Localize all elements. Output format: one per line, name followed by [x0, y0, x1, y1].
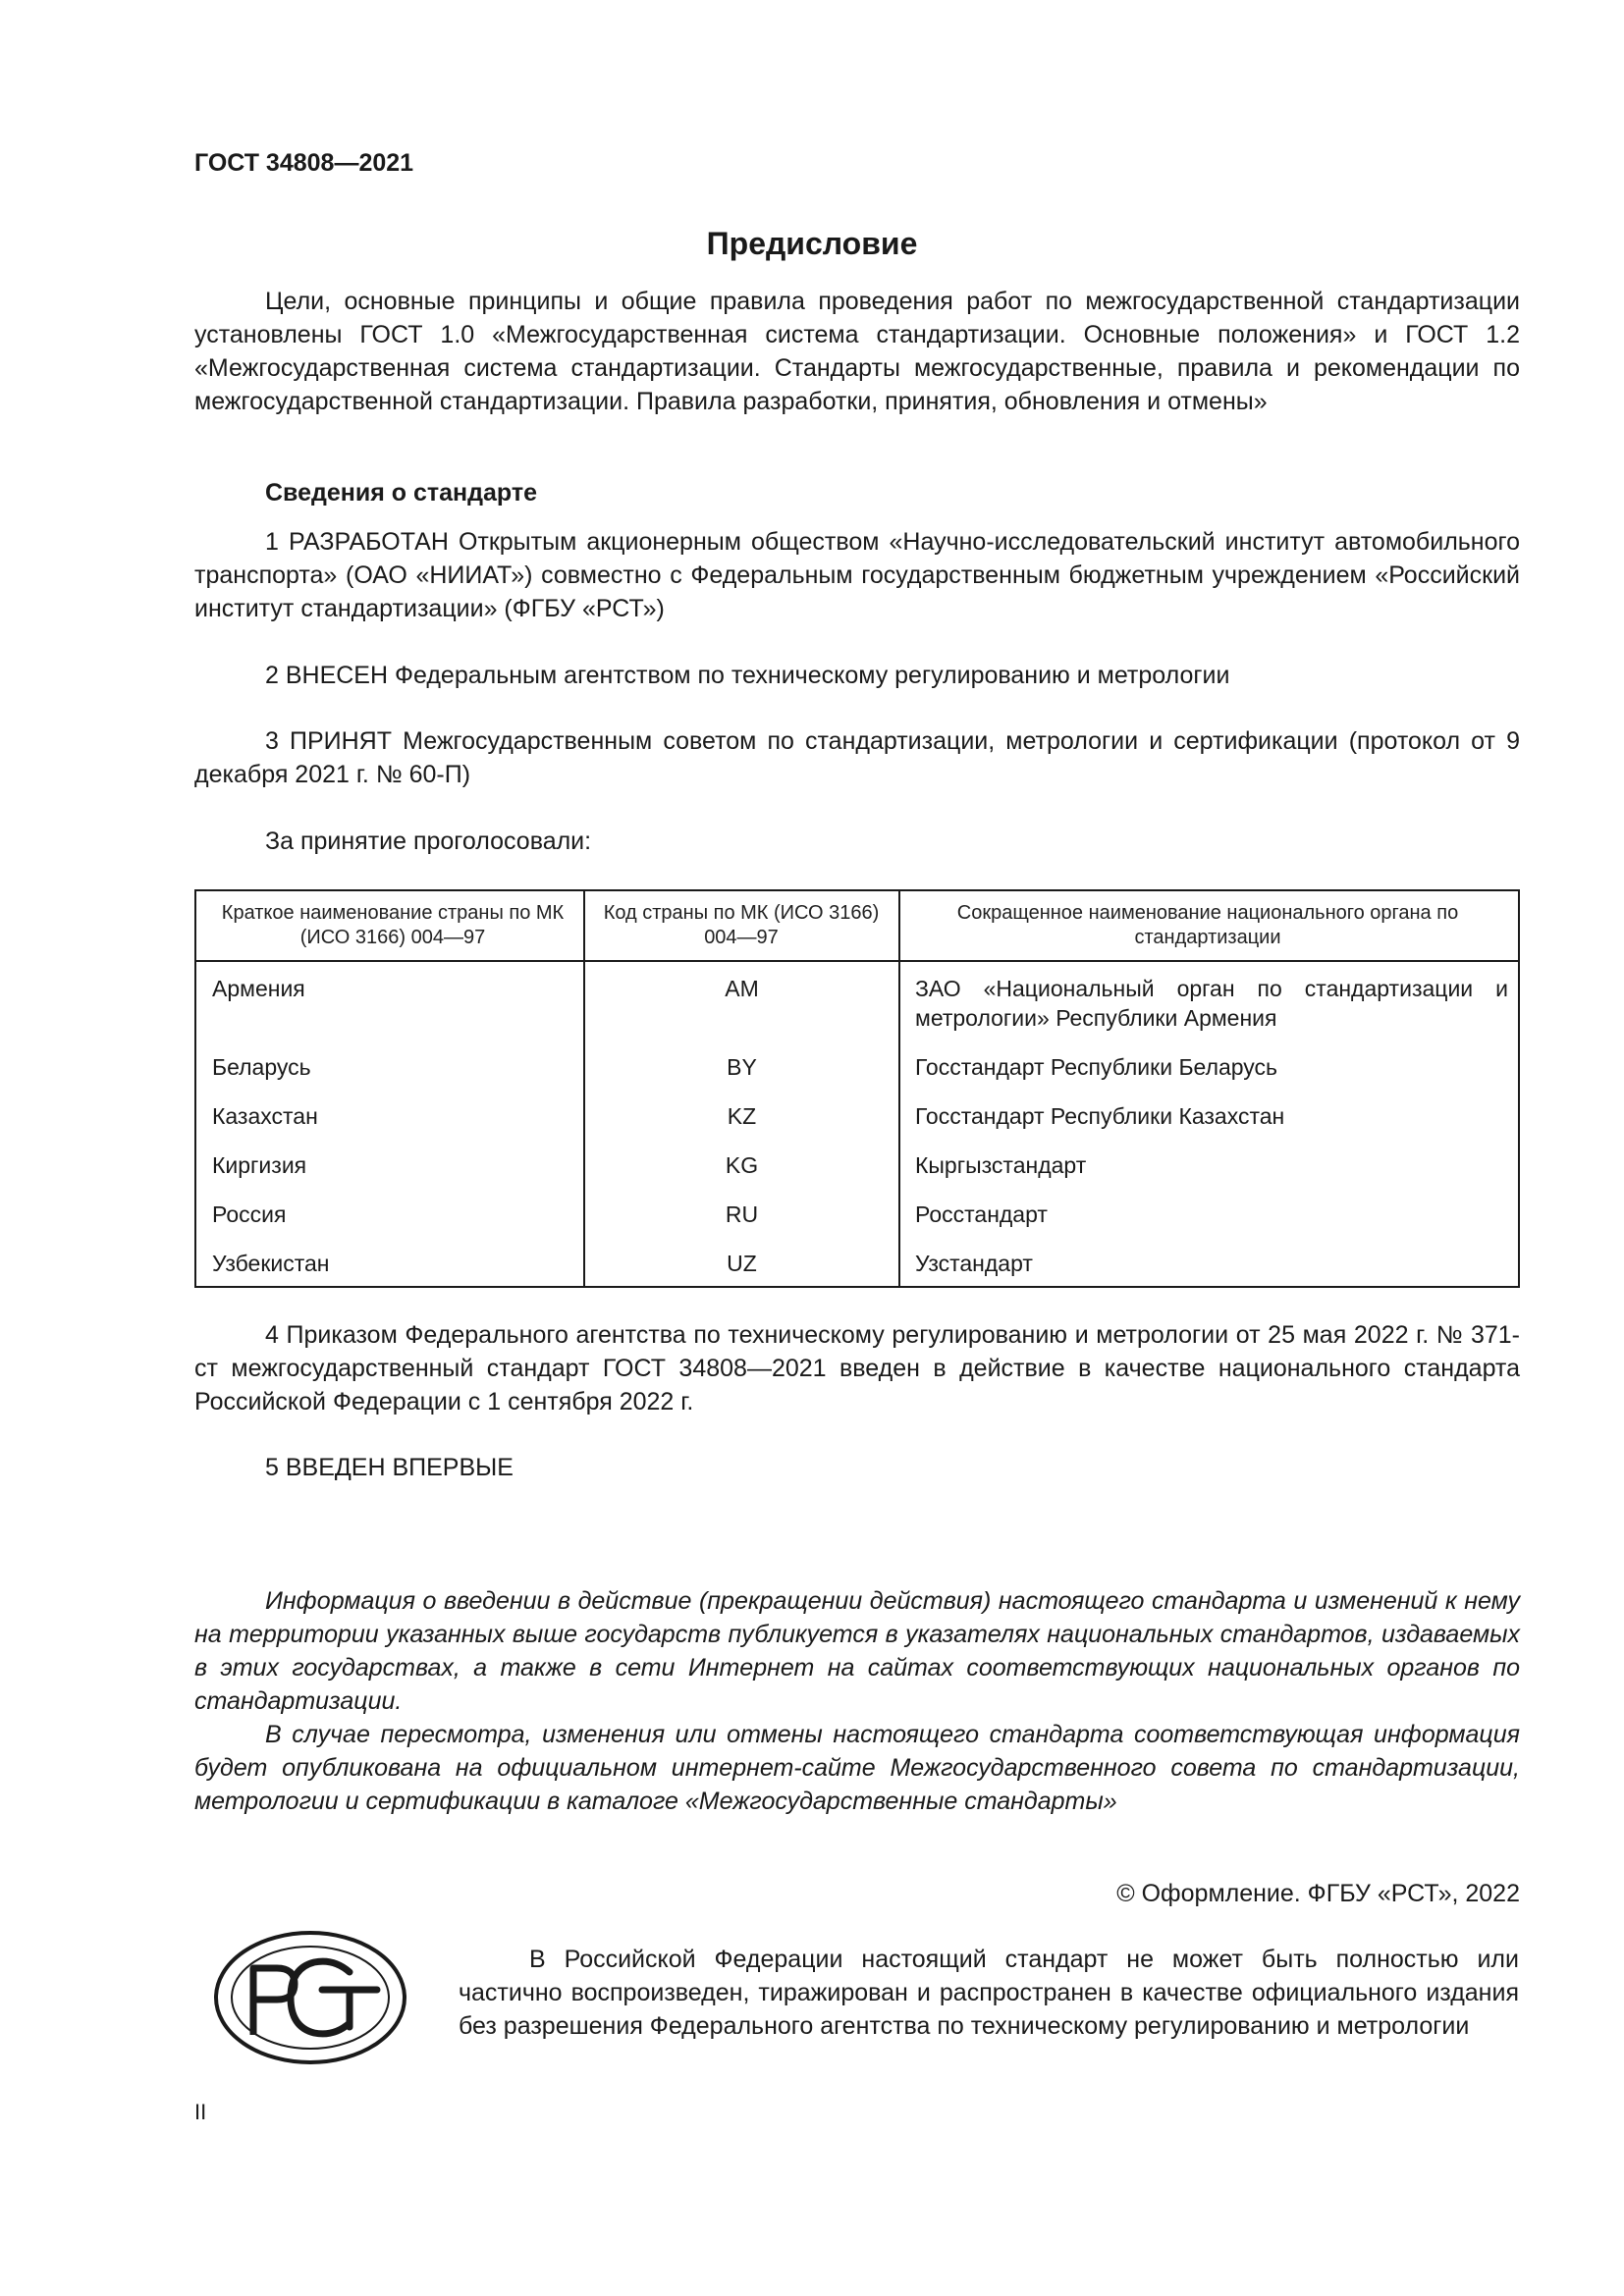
- item-first-intro: 5 ВВЕДЕН ВПЕРВЫЕ: [265, 1454, 514, 1481]
- item-order: 4 Приказом Федерального агентства по техническому регулированию и метрологии от 25 мая 2022 г. № 371-ст межгосударственный стандарт ГОСТ 34808—2021 введен в действие в качестве национального стандарта Российской Федерации с 1 сентября 2022 г.: [194, 1321, 1520, 1415]
- table-cell-country: Узбекистан: [212, 1251, 330, 1276]
- page-number: II: [194, 2100, 207, 2124]
- table-header-body: Сокращенное наименование национального органа по стандартизации: [956, 902, 1459, 948]
- table-header: [196, 891, 1518, 962]
- revision-paragraph: В случае пересмотра, изменения или отмены настоящего стандарта соответствующая информация будет опубликована на официальном интернет-сайте Межгосударственного совета по стандартизации, метрологии и сертификации в каталоге «Межгосударственные стандарты»: [194, 1721, 1520, 1815]
- table-cell-code: RU: [725, 1201, 759, 1227]
- table-cell-country: Армения: [212, 976, 305, 1001]
- page-title: Предисловие: [706, 226, 918, 261]
- copyright-line: © Оформление. ФГБУ «РСТ», 2022: [1116, 1880, 1520, 1907]
- table-cell-code: UZ: [727, 1251, 757, 1276]
- info-paragraph: Информация о введении в действие (прекращении действия) настоящего стандарта и изменений к нему на территории указанных выше государств публикуется в указателях национальных стандартов, издаваемых в этих государствах, а также в сети Интернет на сайтах соответствующих национальных органов по стандартизации.: [194, 1587, 1520, 1715]
- table-cell-body: Госстандарт Республики Казахстан: [915, 1103, 1285, 1129]
- item-submitted: 2 ВНЕСЕН Федеральным агентством по техническому регулированию и метрологии: [265, 662, 1230, 689]
- table-divider: [898, 891, 900, 1286]
- voting-table: [194, 889, 1520, 1288]
- section-heading: Сведения о стандарте: [265, 479, 538, 507]
- intro-paragraph: Цели, основные принципы и общие правила проведения работ по межгосударственной стандартизации установлены ГОСТ 1.0 «Межгосударственная система стандартизации. Основные положения» и ГОСТ 1.2 «Межгосударственная система стандартизации. Стандарты межгосударственные, правила и рекомендации по межгосударственной стандартизации. Правила разработки, принятия, обновления и отмены»: [194, 288, 1520, 415]
- table-cell-body: Росстандарт: [915, 1201, 1048, 1227]
- rst-logo-icon: [212, 1929, 408, 2066]
- table-cell-country: Беларусь: [212, 1054, 311, 1080]
- table-cell-code: KZ: [727, 1103, 757, 1129]
- table-cell-code: KG: [725, 1152, 759, 1178]
- voted-label: За принятие проголосовали:: [265, 828, 592, 855]
- table-header-code: Код страны по МК (ИСО 3166) 004—97: [603, 902, 880, 948]
- table-cell-body: Узстандарт: [915, 1251, 1033, 1276]
- table-cell-body: ЗАО «Национальный орган по стандартизации и метрологии» Республики Армения: [915, 976, 1508, 1031]
- table-cell-body: Кыргызстандарт: [915, 1152, 1087, 1178]
- reproduction-notice: В Российской Федерации настоящий стандарт не может быть полностью или частично воспроизведен, тиражирован и распространен в качестве официального издания без разрешения Федерального агентства по техническому регулированию и метрологии: [459, 1946, 1519, 2040]
- document-id: ГОСТ 34808—2021: [194, 149, 414, 177]
- table-header-country: Краткое наименование страны по МК (ИСО 3166) 004—97: [221, 902, 565, 948]
- table-cell-code: BY: [727, 1054, 757, 1080]
- item-developed: 1 РАЗРАБОТАН Открытым акционерным обществом «Научно-исследовательский институт автомобильного транспорта» (ОАО «НИИАТ») совместно с Федеральным государственным бюджетным учреждением «Российский институт стандартизации» (ФГБУ «РСТ»): [194, 528, 1520, 622]
- table-cell-country: Киргизия: [212, 1152, 307, 1178]
- table-cell-country: Россия: [212, 1201, 287, 1227]
- item-adopted: 3 ПРИНЯТ Межгосударственным советом по стандартизации, метрологии и сертификации (протокол от 9 декабря 2021 г. № 60-П): [194, 727, 1520, 788]
- table-cell-code: AM: [725, 976, 759, 1001]
- table-cell-country: Казахстан: [212, 1103, 318, 1129]
- table-cell-body: Госстандарт Республики Беларусь: [915, 1054, 1278, 1080]
